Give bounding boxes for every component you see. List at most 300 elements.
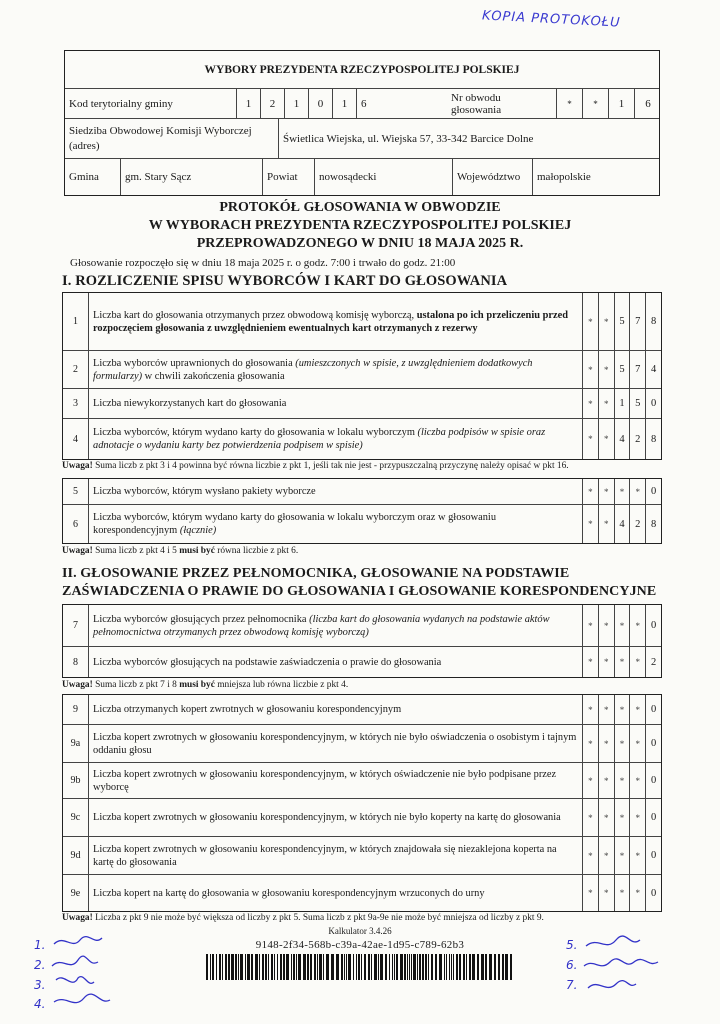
row-description [89, 799, 583, 836]
value-cell: 5 [630, 389, 646, 418]
code-digit: 2 [261, 89, 285, 118]
barcode-bar [439, 954, 442, 980]
barcode-bar [498, 954, 500, 980]
barcode-bar [331, 954, 334, 980]
calculator-version: Kalkulator 3.4.26 [328, 926, 392, 936]
value-cell: * [630, 837, 646, 874]
location-row [65, 159, 659, 195]
row-text: w chwili zakończenia głosowania [142, 370, 285, 382]
barcode-bar [409, 954, 410, 980]
barcode-bar [225, 954, 227, 980]
note-label: Uwaga! [62, 461, 93, 471]
row-values [583, 837, 661, 874]
territorial-code-label: Kod terytorialny gminy [65, 89, 237, 118]
barcode-bar [481, 954, 484, 980]
district-digit: * [557, 89, 583, 118]
row-number: 4 [63, 419, 89, 459]
table-row [63, 293, 661, 351]
barcode-bar [317, 954, 318, 980]
barcode-bar [400, 954, 403, 980]
row-text: Liczba wyborców, którym wysłano pakiety wyborcze [93, 486, 316, 497]
value-cell: 7 [630, 351, 646, 388]
row-description [89, 695, 583, 724]
barcode-bar [265, 954, 267, 980]
value-cell: * [615, 875, 631, 911]
row-text: Liczba kopert zwrotnych w głosowaniu korespondencyjnym, w których nie było oświadczenia o osobistym i tajnym oddaniu głosu [93, 731, 577, 756]
signature-number: 6. [566, 958, 578, 972]
value-cell: * [583, 479, 599, 504]
barcode-bar [477, 954, 479, 980]
value-cell: * [630, 799, 646, 836]
barcode-bar [485, 954, 487, 980]
row-text: Liczba wyborców, którym wydano karty do głosowania w lokalu wyborczym oraz w głosowaniu korespondencyjnym [93, 512, 497, 536]
row-description [89, 505, 583, 543]
barcode-bar [431, 954, 433, 980]
value-cell: * [630, 875, 646, 911]
barcode-bar [449, 954, 450, 980]
barcode-bar [502, 954, 504, 980]
value-cell: 0 [650, 887, 657, 899]
row-values [583, 419, 661, 459]
value-cell: * [583, 695, 599, 724]
row-text-bold: ustalona po ich przeliczeniu przed rozpoczęciem głosowania z uwzględnieniem ewentualnych kart otrzymanych z rezerwy [93, 309, 568, 334]
table-row [63, 695, 661, 725]
barcode-bar [298, 954, 301, 980]
value-cell: * [630, 479, 646, 504]
value-cell: * [630, 647, 646, 677]
code-digit: 1 [285, 89, 309, 118]
value-cell: * [615, 799, 631, 836]
barcode-bar [346, 954, 347, 980]
value-cell: * [583, 837, 599, 874]
barcode-icon [206, 954, 514, 980]
barcode-bar [446, 954, 447, 980]
barcode-bar [459, 954, 461, 980]
row-values [583, 293, 661, 350]
value-cell: * [630, 763, 646, 798]
row-description [89, 763, 583, 798]
signature-number: 5. [566, 938, 578, 952]
barcode-bar [228, 954, 230, 980]
voting-start-info: Głosowanie rozpoczęło się w dniu 18 maja 2025 r. o godz. 7:00 i trwało do godz. 21:00 [70, 257, 456, 269]
barcode-bar [425, 954, 427, 980]
value-cell: 8 [650, 316, 657, 327]
table-row [63, 479, 661, 505]
row-description [89, 875, 583, 911]
value-cell: * [583, 799, 599, 836]
note-label: Uwaga! [62, 913, 93, 923]
barcode-bar [262, 954, 264, 980]
row-number: 3 [63, 389, 89, 418]
table-row [63, 351, 661, 389]
value-cell: * [599, 419, 615, 459]
district-digit: 6 [645, 97, 651, 110]
row-values [583, 763, 661, 798]
barcode-bar [307, 954, 309, 980]
barcode-bar [296, 954, 297, 980]
note-text: mniejsza lub równa liczbie z pkt 4. [214, 680, 349, 690]
barcode-bar [268, 954, 269, 980]
value-cell: 1 [615, 389, 631, 418]
row-text: Liczba niewykorzystanych kart do głosowania [93, 398, 287, 409]
row-text: Liczba kart do głosowania otrzymanych przez obwodową komisję wyborczą, [93, 309, 417, 321]
row-number: 9d [63, 837, 89, 874]
powiat-value: nowosądecki [315, 159, 453, 195]
note-text-bold: musi być [179, 546, 215, 556]
value-cell: * [599, 351, 615, 388]
row-values [583, 505, 661, 543]
row-description [89, 837, 583, 874]
wojewodztwo-label: Województwo [453, 159, 533, 195]
barcode-bar [310, 954, 312, 980]
row-description [89, 647, 583, 677]
note [62, 546, 298, 556]
value-cell: 5 [615, 351, 631, 388]
note-text: Suma liczb z pkt 4 i 5 [92, 546, 180, 556]
district-digit: * [583, 89, 609, 118]
barcode-bar [510, 954, 512, 980]
barcode-bar [326, 954, 329, 980]
barcode-bar [245, 954, 246, 980]
barcode-bar [358, 954, 360, 980]
section-1-heading: I. ROZLICZENIE SPISU WYBORCÓW I KART DO GŁOSOWANIA [62, 273, 508, 289]
barcode-bar [341, 954, 343, 980]
value-cell: 2 [630, 419, 646, 459]
barcode-bar [396, 954, 398, 980]
value-cell: 8 [650, 433, 657, 445]
barcode-bar [466, 954, 467, 980]
barcode-bar [219, 954, 221, 980]
row-number: 7 [63, 605, 89, 646]
barcode-bar [348, 954, 351, 980]
barcode-bar [251, 954, 253, 980]
barcode-bar [494, 954, 496, 980]
powiat-label: Powiat [263, 159, 315, 195]
row-values [583, 725, 661, 762]
barcode-bar [435, 954, 437, 980]
barcode-bar [216, 954, 217, 980]
row-text: Liczba kopert na kartę do głosowania w głosowaniu korespondencyjnym wrzuconych do urny [93, 887, 485, 899]
value-cell: * [599, 293, 615, 350]
barcode-bar [453, 954, 454, 980]
value-cell: 8 [650, 518, 657, 530]
row-number: 9a [63, 725, 89, 762]
value-cell: * [615, 763, 631, 798]
header-title: WYBORY PREZYDENTA RZECZYPOSPOLITEJ POLSKIEJ [204, 63, 520, 76]
barcode-bar [394, 954, 395, 980]
barcode-bar [210, 954, 211, 980]
value-cell: 4 [650, 364, 657, 375]
barcode-bar [255, 954, 258, 980]
value-cell: * [583, 505, 599, 543]
note-text: Liczba z pkt 9 nie może być większa od liczby z pkt 5. Suma liczb z pkt 9a-9e nie może być mniejsza od liczby z pkt 9. [92, 913, 544, 923]
barcode-bar [231, 954, 234, 980]
note-text: Suma liczb z pkt 3 i 4 powinna być równa liczbie z pkt 1, jeśli tak nie jest - przypuszczalną przyczynę należy opisać w pkt 16. [92, 461, 569, 471]
row-text-italic: (umieszczonych w spisie, z uwzględnieniem dodatkowych formularzy) [93, 357, 533, 382]
row-number: 9 [63, 695, 89, 724]
barcode-bar [413, 954, 416, 980]
value-cell: * [583, 763, 599, 798]
document-hash: 9148-2f34-568b-c39a-42ae-1d95-c789-62b3 [255, 939, 465, 951]
signature-number: 4. [34, 997, 46, 1011]
value-cell: * [615, 605, 631, 646]
note [62, 913, 544, 923]
row-text-italic: (liczba podpisów w spisie oraz adnotacje o wydaniu karty bez potwierdzenia podpisem w spisie) [93, 427, 546, 451]
value-cell: * [615, 647, 631, 677]
row-description [89, 605, 583, 646]
barcode-bar [222, 954, 223, 980]
value-cell: * [630, 725, 646, 762]
barcode-bar [463, 954, 465, 980]
table-row [63, 875, 661, 911]
barcode-bar [212, 954, 214, 980]
row-text: Liczba wyborców głosujących przez pełnomocnika [93, 613, 310, 625]
barcode-bar [392, 954, 393, 980]
barcode-bar [293, 954, 295, 980]
value-cell: * [583, 875, 599, 911]
signature-number: 2. [34, 958, 46, 972]
barcode-bar [319, 954, 322, 980]
row-description [89, 725, 583, 762]
row-text: Liczba wyborców uprawnionych do głosowania [93, 357, 296, 369]
row-description [89, 293, 583, 350]
value-cell: * [615, 725, 631, 762]
value-cell: 0 [650, 486, 657, 497]
row-values [583, 605, 661, 646]
row-description [89, 419, 583, 459]
table-row [63, 799, 661, 837]
value-cell: * [599, 725, 615, 762]
value-cell: * [583, 389, 599, 418]
value-cell: * [599, 763, 615, 798]
handwritten-signatures-left [44, 932, 134, 1022]
barcode-bar [206, 954, 208, 980]
table-row [63, 505, 661, 543]
barcode-bar [286, 954, 289, 980]
protocol-title-line: PRZEPROWADZONEGO W DNIU 18 MAJA 2025 R. [196, 236, 524, 251]
barcode-bar [356, 954, 357, 980]
value-cell: 0 [650, 398, 657, 409]
value-cell: 0 [650, 775, 657, 786]
value-cell: * [583, 725, 599, 762]
row-values [583, 351, 661, 388]
barcode-bar [389, 954, 390, 980]
gmina-label: Gmina [65, 159, 121, 195]
barcode-bar [336, 954, 339, 980]
barcode-bar [271, 954, 273, 980]
value-cell: 0 [650, 850, 657, 861]
value-cell: * [583, 351, 599, 388]
value-cell: 0 [650, 704, 657, 715]
code-digit: 1 [237, 89, 261, 118]
barcode-bar [451, 954, 452, 980]
row-number: 9b [63, 763, 89, 798]
barcode-bar [364, 954, 366, 980]
value-cell: * [615, 479, 631, 504]
value-cell: 4 [615, 419, 631, 459]
barcode-bar [380, 954, 383, 980]
header-box [64, 50, 660, 196]
section-2-heading: II. GŁOSOWANIE PRZEZ PEŁNOMOCNIKA, GŁOSOWANIE NA PODSTAWIE [62, 566, 570, 581]
section-1-table [62, 292, 662, 460]
barcode-bar [374, 954, 377, 980]
barcode-bar [417, 954, 418, 980]
handwritten-signatures-right [578, 932, 670, 1004]
district-no-label: Nr obwodu głosowania [447, 89, 557, 118]
barcode-bar [505, 954, 508, 980]
value-cell: * [599, 605, 615, 646]
value-cell: * [599, 479, 615, 504]
section-2-table-2 [62, 694, 662, 912]
barcode-bar [422, 954, 424, 980]
table-row [63, 837, 661, 875]
signature-number: 3. [34, 978, 46, 992]
row-description [89, 351, 583, 388]
row-values [583, 479, 661, 504]
barcode-bar [280, 954, 282, 980]
wojewodztwo-value: małopolskie [537, 171, 591, 183]
value-cell: 2 [630, 505, 646, 543]
row-text-italic: (łącznie) [179, 525, 217, 536]
table-row [63, 389, 661, 419]
barcode-bar [353, 954, 354, 980]
signature-number: 1. [34, 938, 46, 952]
code-digit: 6 [357, 89, 557, 118]
row-number: 6 [63, 505, 89, 543]
row-number: 1 [63, 293, 89, 350]
row-values [583, 875, 661, 911]
seat-label: Siedziba Obwodowej Komisji Wyborczej (adres) [65, 119, 279, 158]
gmina-value: gm. Stary Sącz [121, 159, 263, 195]
value-cell: * [599, 875, 615, 911]
barcode-bar [235, 954, 237, 980]
row-values [583, 647, 661, 677]
table-row [63, 647, 661, 677]
value-cell: 0 [650, 738, 657, 749]
row-text: Liczba kopert zwrotnych w głosowaniu korespondencyjnym, w których znajdowała się niezaklejona koperta na kartę do głosowania [93, 843, 557, 868]
row-number: 9e [63, 875, 89, 911]
note-text: równa liczbie z pkt 6. [214, 546, 299, 556]
value-cell: * [599, 505, 615, 543]
seat-value: Świetlica Wiejska, ul. Wiejska 57, 33-342 Barcice Dolne [283, 132, 534, 145]
row-number: 2 [63, 351, 89, 388]
barcode-bar [238, 954, 239, 980]
barcode-bar [291, 954, 292, 980]
signature-number: 7. [566, 978, 578, 992]
table-row [63, 725, 661, 763]
section-1-table-2 [62, 478, 662, 544]
barcode-bar [344, 954, 345, 980]
value-cell: * [630, 695, 646, 724]
barcode-bar [411, 954, 412, 980]
row-text: Liczba kopert zwrotnych w głosowaniu korespondencyjnym, w których nie było koperty na kartę do głosowania [93, 812, 561, 823]
barcode-bar [247, 954, 250, 980]
note-text-bold: musi być [179, 680, 215, 690]
row-text: Liczba otrzymanych kopert zwrotnych w głosowaniu korespondencyjnym [93, 704, 402, 715]
section-2-table [62, 604, 662, 678]
handwritten-annotation: KOPIA PROTOKOŁU [481, 8, 621, 31]
protocol-title-line: W WYBORACH PREZYDENTA RZECZYPOSPOLITEJ POLSKIEJ [148, 218, 572, 233]
value-cell: 7 [630, 293, 646, 350]
value-cell: * [599, 837, 615, 874]
code-row [65, 89, 659, 119]
row-number: 5 [63, 479, 89, 504]
note-label: Uwaga! [62, 546, 93, 556]
row-number: 8 [63, 647, 89, 677]
row-text: Liczba wyborców, którym wydano karty do głosowania w lokalu wyborczym [93, 427, 418, 438]
barcode-bar [469, 954, 471, 980]
barcode-bar [361, 954, 362, 980]
row-values [583, 695, 661, 724]
value-cell: 4 [615, 505, 631, 543]
code-digit: 0 [309, 89, 333, 118]
value-cell: * [583, 605, 599, 646]
row-description [89, 389, 583, 418]
value-cell: 2 [650, 656, 657, 668]
table-row [63, 605, 661, 647]
barcode-bar [428, 954, 429, 980]
barcode-bar [274, 954, 275, 980]
value-cell: 5 [615, 293, 631, 350]
value-cell: * [599, 389, 615, 418]
table-row [63, 419, 661, 459]
barcode-bar [277, 954, 278, 980]
note [62, 461, 569, 471]
note [62, 680, 348, 690]
row-description [89, 479, 583, 504]
value-cell: * [630, 605, 646, 646]
barcode-bar [404, 954, 406, 980]
barcode-bar [472, 954, 475, 980]
row-values [583, 799, 661, 836]
code-digit: 1 [333, 89, 357, 118]
value-cell: * [583, 647, 599, 677]
row-text-italic: (liczba kart do głosowania wydanych na podstawie aktów pełnomocnictwa otrzymanych przez obwodową komisję wyborczą) [93, 613, 550, 638]
value-cell: * [599, 799, 615, 836]
header-title-row [65, 51, 659, 89]
value-cell: * [599, 695, 615, 724]
value-cell: * [615, 837, 631, 874]
section-2-heading: ZAŚWIADCZENIA O PRAWIE DO GŁOSOWANIA I GŁOSOWANIE KORESPONDENCYJNE [62, 584, 657, 599]
value-cell: 0 [650, 812, 657, 823]
barcode-bar [303, 954, 306, 980]
value-cell: 0 [650, 620, 657, 631]
barcode-bar [419, 954, 421, 980]
barcode-bar [456, 954, 458, 980]
protocol-title-line: PROTOKÓŁ GŁOSOWANIA W OBWODZIE [219, 200, 501, 215]
value-cell: * [599, 647, 615, 677]
table-row [63, 763, 661, 799]
barcode-bar [323, 954, 324, 980]
barcode-bar [283, 954, 285, 980]
barcode-bar [259, 954, 260, 980]
note-text: Suma liczb z pkt 7 i 8 [92, 680, 180, 690]
barcode-bar [368, 954, 370, 980]
barcode-bar [444, 954, 445, 980]
row-text: Liczba kopert zwrotnych w głosowaniu korespondencyjnym, w których oświadczenie nie było podpisane przez wyborcę [93, 768, 557, 793]
note-label: Uwaga! [62, 680, 93, 690]
value-cell: * [615, 695, 631, 724]
barcode-bar [314, 954, 316, 980]
district-digit: 1 [609, 89, 635, 118]
barcode-bar [385, 954, 387, 980]
barcode-bar [371, 954, 372, 980]
barcode-bar [407, 954, 408, 980]
row-number: 9c [63, 799, 89, 836]
barcode-bar [378, 954, 379, 980]
row-text: Liczba wyborców głosujących na podstawie zaświadczenia o prawie do głosowania [93, 656, 442, 668]
seat-row [65, 119, 659, 159]
